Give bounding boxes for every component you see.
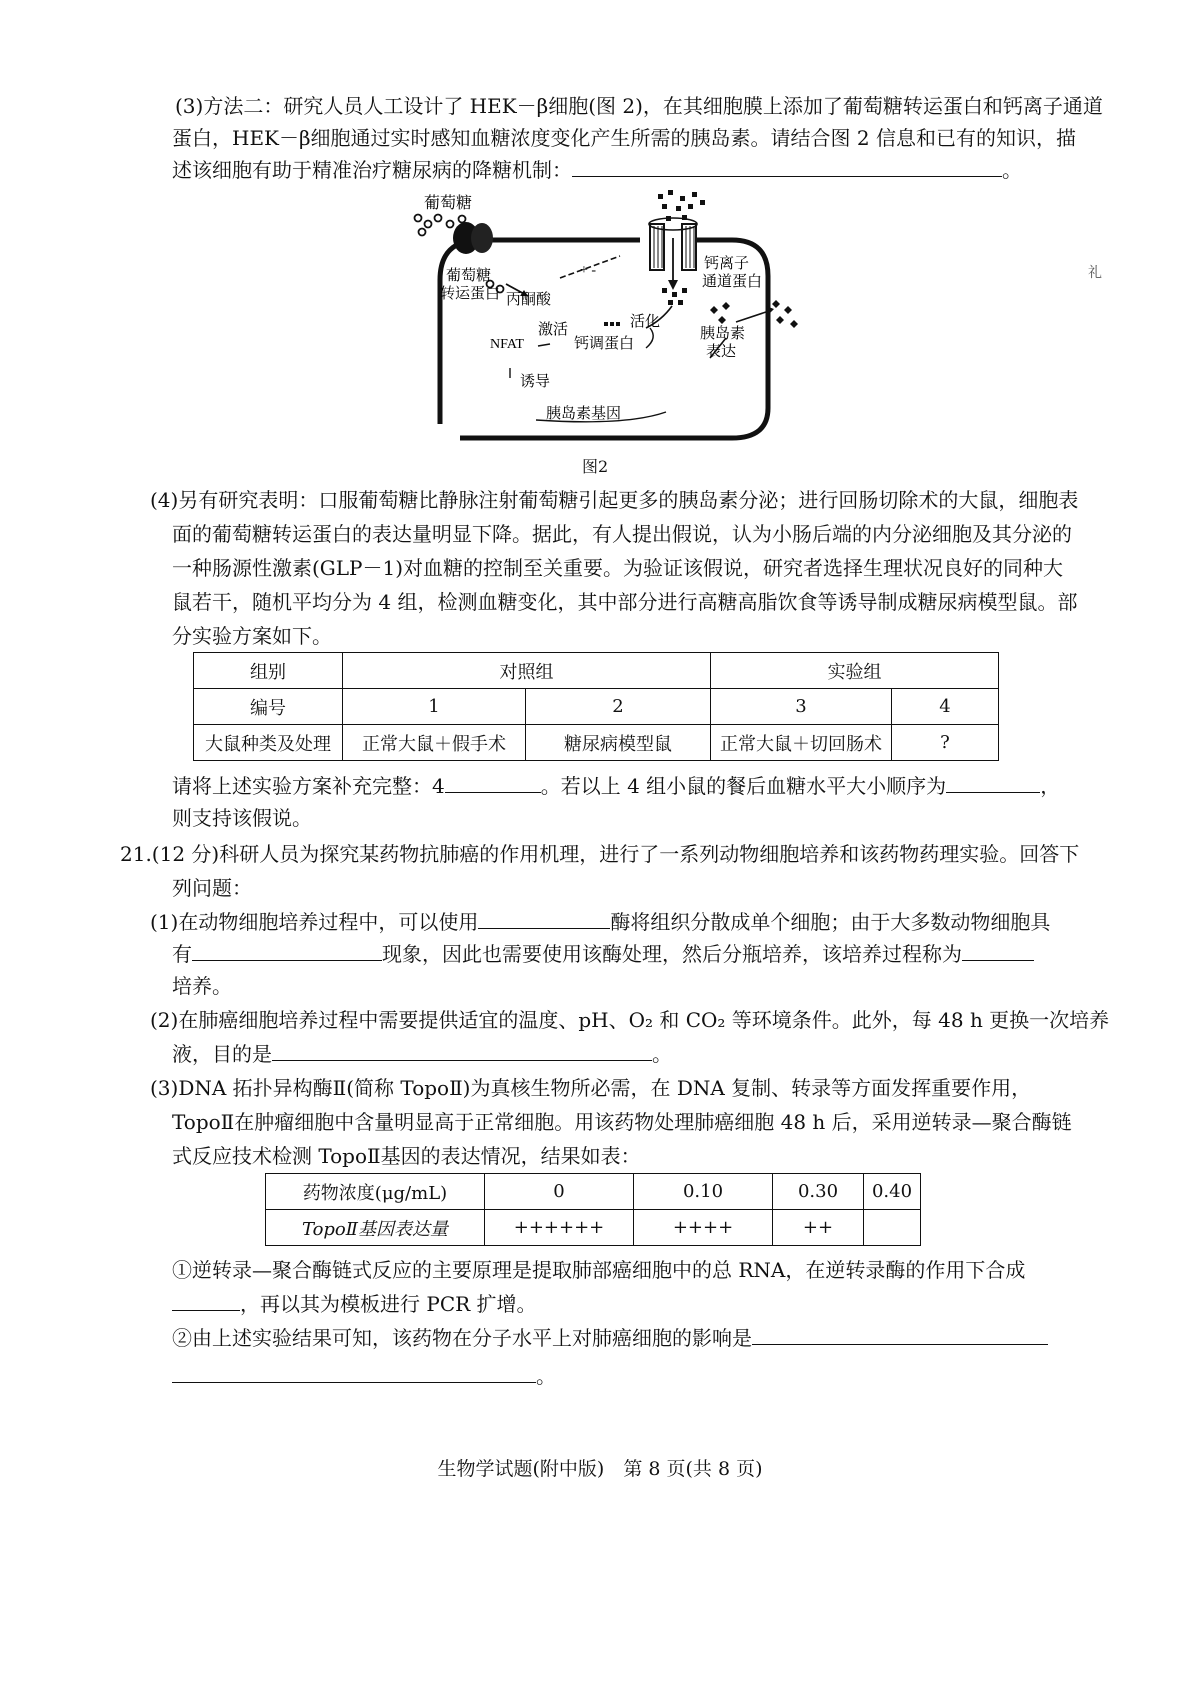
label-transporter-a: 葡萄糖 [446, 268, 492, 284]
glucose-transporter-icon [453, 222, 493, 254]
q21-s2-line1 [172, 1324, 1048, 1352]
q4-after1c: ， [1040, 774, 1061, 798]
table-cell: 组别 [194, 653, 343, 689]
label-transporter-b: 转运蛋白 [440, 286, 501, 302]
q21-p1-line1 [150, 908, 1050, 936]
q21-blank-effect-2[interactable] [172, 1364, 536, 1383]
q21-p3-line1: (3)DNA 拓扑异构酶Ⅱ(简称 TopoⅡ)为真核生物所必需，在 DNA 复制、转录等方面发挥重要作用， [150, 1076, 1032, 1100]
q21-line1: 21.(12 分)科研人员为探究某药物抗肺癌的作用机理，进行了一系列动物细胞培养和该药物药理实验。回答下 [120, 842, 1080, 866]
label-nfat: NFAT [490, 337, 524, 352]
table-cell: 大鼠种类及处理 [194, 725, 343, 761]
q21-p1a: (1)在动物细胞培养过程中，可以使用 [150, 910, 479, 934]
table-cell: 0.10 [634, 1174, 773, 1210]
q3-line3-text: 述该细胞有助于精准治疗糖尿病的降糖机制： [172, 158, 572, 182]
table-cell: 药物浓度(μg/mL) [266, 1174, 485, 1210]
rat-experiment-table [193, 652, 999, 761]
q21-p1b: 酶将组织分散成单个细胞；由于大多数动物细胞具 [610, 910, 1051, 934]
label-insulin-a: 胰岛素 [700, 326, 746, 342]
q21-blank-purpose[interactable] [272, 1042, 652, 1061]
q21-line2: 列问题： [172, 876, 252, 900]
q21-p1-line2 [172, 940, 1034, 968]
label-minus: + - [580, 263, 597, 278]
label-activate-2: 活化 [630, 314, 661, 330]
q3-line3 [172, 156, 1022, 184]
q21-s1b: ，再以其为模板进行 PCR 扩增。 [240, 1292, 537, 1316]
label-channel-a: 钙离子 [704, 256, 750, 272]
q4-line3: 一种肠源性激素(GLP－1)对血糖的控制至关重要。为验证该假说，研究者选择生理状况良好的同种大 [172, 556, 1064, 580]
q21-p3-line2: TopoⅡ在肿瘤细胞中含量明显高于正常细胞。用该药物处理肺癌细胞 48 h 后，采用逆转录—聚合酶链 [172, 1110, 1072, 1134]
table-cell: 正常大鼠＋切回肠术 [711, 725, 892, 761]
q4-after2: 则支持该假说。 [172, 806, 312, 830]
q21-blank-culture[interactable] [962, 942, 1034, 961]
margin-mark: 礼 [1088, 265, 1102, 281]
table-cell: ++++ [634, 1210, 773, 1246]
table-cell: 2 [526, 689, 711, 725]
q21-blank-phenomenon[interactable] [192, 942, 382, 961]
label-pyruvate: 丙酮酸 [506, 292, 552, 308]
table-cell: 0.40 [864, 1174, 921, 1210]
table-cell: 实验组 [711, 653, 999, 689]
q21-s1-line2 [172, 1290, 537, 1318]
q4-blank-order[interactable] [946, 774, 1040, 793]
table-cell: 3 [711, 689, 892, 725]
q4-line2: 面的葡萄糖转运蛋白的表达量明显下降。据此，有人提出假说，认为小肠后端的内分泌细胞及其分泌的 [172, 522, 1072, 546]
topo-expression-table [265, 1173, 921, 1246]
q3-end: 。 [1002, 158, 1022, 182]
figure-caption: 图2 [582, 457, 609, 476]
q3-answer-blank[interactable] [572, 158, 1002, 177]
table-cell: 0.30 [773, 1174, 864, 1210]
table-cell: 对照组 [343, 653, 711, 689]
table-cell: 正常大鼠＋假手术 [343, 725, 526, 761]
q21-p2c: 。 [652, 1042, 672, 1066]
label-glucose: 葡萄糖 [424, 195, 473, 212]
q4-after1b: 。若以上 4 组小鼠的餐后血糖水平大小顺序为 [540, 774, 947, 798]
label-induce: 诱导 [520, 374, 551, 390]
q21-s2-line2 [172, 1362, 556, 1390]
q4-line5: 分实验方案如下。 [172, 624, 332, 648]
label-insulin-b: 表达 [706, 344, 737, 360]
q21-s1-line1: ①逆转录—聚合酶链式反应的主要原理是提取肺部癌细胞中的总 RNA，在逆转录酶的作用下合成 [172, 1258, 1026, 1282]
figure-2-diagram [410, 188, 830, 450]
table-cell: 0 [485, 1174, 634, 1210]
insulin-molecules [710, 300, 798, 328]
q4-after1a: 请将上述实验方案补充完整：4 [172, 774, 445, 798]
table-cell: 编号 [194, 689, 343, 725]
q4-after1 [172, 772, 1060, 800]
label-activate-1: 激活 [538, 322, 569, 338]
q21-p1e: 培养。 [172, 974, 232, 998]
q21-p3-line3: 式反应技术检测 TopoⅡ基因的表达情况，结果如表： [172, 1144, 641, 1168]
label-channel-b: 通道蛋白 [702, 274, 763, 290]
q21-p1c: 有 [172, 942, 192, 966]
page-footer: 生物学试题(附中版) 第 8 页(共 8 页) [437, 1458, 763, 1480]
q4-line1: (4)另有研究表明：口服葡萄糖比静脉注射葡萄糖引起更多的胰岛素分泌；进行回肠切除术的大鼠，细胞表 [150, 488, 1079, 512]
table-cell: 4 [892, 689, 999, 725]
q21-p2-line1: (2)在肺癌细胞培养过程中需要提供适宜的温度、pH、O₂ 和 CO₂ 等环境条件。此外，每 48 h 更换一次培养 [150, 1008, 1110, 1032]
q21-s2b: 。 [536, 1364, 556, 1388]
label-insulin-gene: 胰岛素基因 [546, 406, 622, 422]
q4-line4: 鼠若干，随机平均分为 4 组，检测血糖变化，其中部分进行高糖高脂饮食等诱导制成糖尿病模型鼠。部 [172, 590, 1078, 614]
table-cell: ++++++ [485, 1210, 634, 1246]
table-cell: TopoⅡ基因表达量 [266, 1210, 485, 1246]
table-cell: 糖尿病模型鼠 [526, 725, 711, 761]
q21-blank-enzyme[interactable] [478, 910, 610, 929]
q4-blank-group4[interactable] [445, 774, 541, 793]
table-cell: ? [892, 725, 999, 761]
q21-blank-effect-1[interactable] [752, 1326, 1048, 1345]
q3-line2: 蛋白，HEK－β细胞通过实时感知血糖浓度变化产生所需的胰岛素。请结合图 2 信息和已有的知识，描 [172, 126, 1076, 150]
table-cell: 1 [343, 689, 526, 725]
q21-p1d: 现象，因此也需要使用该酶处理，然后分瓶培养，该培养过程称为 [382, 942, 962, 966]
table-cell [864, 1210, 921, 1246]
q21-p2b: 液，目的是 [172, 1042, 272, 1066]
q21-blank-cdna[interactable] [172, 1292, 240, 1311]
q21-s2a: ②由上述实验结果可知，该药物在分子水平上对肺癌细胞的影响是 [172, 1326, 752, 1350]
label-calmodulin: 钙调蛋白 [574, 336, 635, 352]
q21-p2-line2 [172, 1040, 672, 1068]
q3-line1: (3)方法二：研究人员人工设计了 HEK－β细胞(图 2)，在其细胞膜上添加了葡萄糖转运蛋白和钙离子通道 [175, 94, 1103, 118]
table-cell: ++ [773, 1210, 864, 1246]
